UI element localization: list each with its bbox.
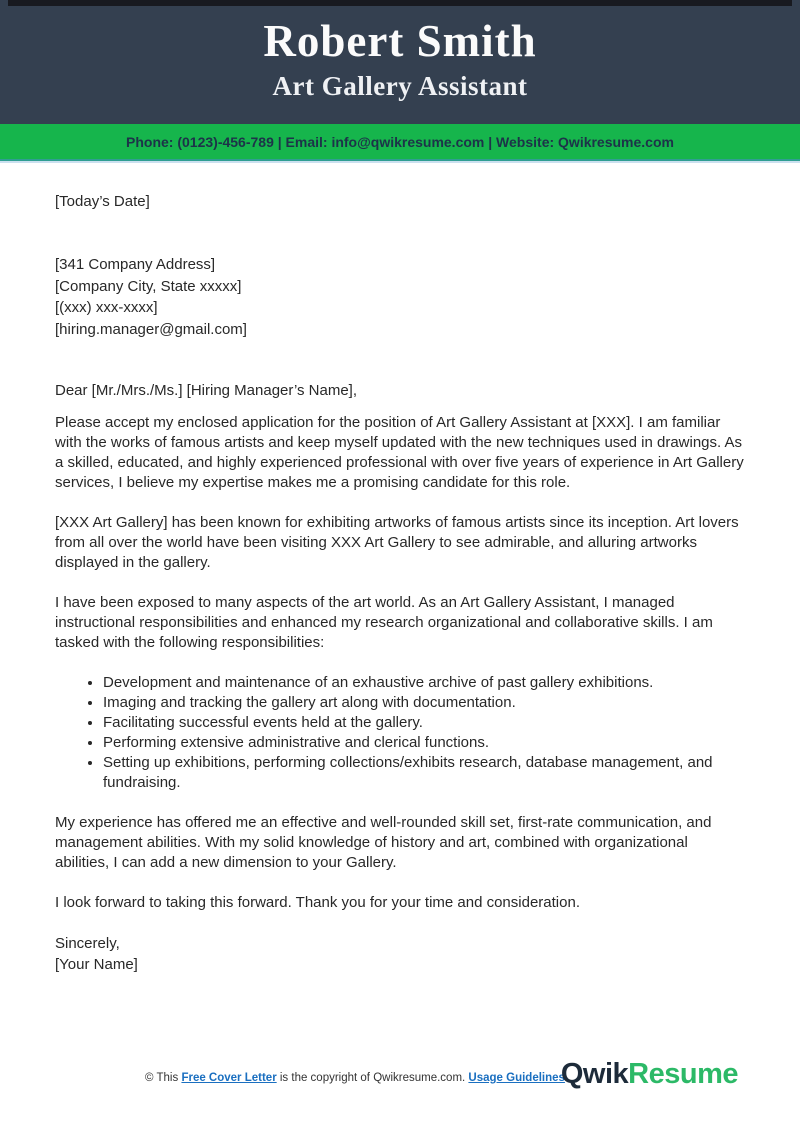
copyright-prefix: © This [145,1072,179,1084]
page-footer [0,1054,800,1110]
list-item-events: • Facilitating successful events held at the gallery. [103,713,745,733]
logo-text-resume: Resume [628,1058,738,1090]
copyright-middle: is the copyright of Qwikresume.com. [279,1072,466,1084]
usage-guidelines-link[interactable]: Usage Guidelines [468,1072,565,1084]
list-item-imaging: • Imaging and tracking the gallery art along with documentation. [103,693,745,713]
address-line-city-state: [Company City, State xxxxx] [55,277,242,295]
candidate-job-title: Art Gallery Assistant [272,71,528,101]
date-line: [Today’s Date] [55,193,150,210]
candidate-name: Robert Smith [263,16,537,66]
contact-info-line: Phone: (0123)-456-789 | Email: info@qwikresume.com | Website: Qwikresume.com [126,133,674,150]
responsibilities-list [55,673,745,793]
paragraph-experience: I have been exposed to many aspects of the art world. As an Art Gallery Assistant, I managed instructional responsibilities and enhanced my research organizational and collaborative skills. I am tasked with the following responsibilities: [55,594,713,651]
header-divider-line [0,161,800,163]
paragraph-application: Please accept my enclosed application for the position of Art Gallery Assistant at [XXX]. I am familiar with the works of famous artists and keep myself updated with the new techniques used in drawings. As a skilled, educated, and highly experienced professional with over five years of experience in Art Gallery services, I believe my expertise makes me a promising candidate for this role. [55,414,744,491]
address-line-phone: [(xxx) xxx-xxxx] [55,299,158,316]
list-item-archive: • Development and maintenance of an exhaustive archive of past gallery exhibitions. [103,673,745,693]
salutation: Dear [Mr./Mrs./Ms.] [Hiring Manager’s Name], [55,382,358,399]
signature-name: [Your Name] [55,956,138,973]
paragraph-skills: My experience has offered me an effective and well-rounded skill set, first-rate communication, and management abilities. With my solid knowledge of history and art, combined with organizational abilities, I can add a new dimension to your Gallery. [55,814,712,871]
company-address-block [55,254,745,340]
qwikresume-logo[interactable] [561,1058,738,1091]
contact-bar [0,124,800,161]
list-item-exhibitions: • Setting up exhibitions, performing collections/exhibits research, database management, and fundraising. [103,753,745,793]
address-line-street: [341 Company Address] [55,256,216,273]
address-line-email: [hiring.manager@gmail.com] [55,320,247,338]
paragraph-thanks: I look forward to taking this forward. Thank you for your time and consideration. [55,894,580,911]
signoff-sincerely: Sincerely, [55,935,120,952]
list-item-administrative: • Performing extensive administrative and clerical functions. [103,733,745,753]
letter-header [0,0,800,124]
paragraph-company-praise: [XXX Art Gallery] has been known for exhibiting artworks of famous artists since its inception. Art lovers from all over the world have been visiting XXX Art Gallery to see admirable, and alluring artworks displayed in the gallery. [55,514,739,571]
free-cover-letter-link[interactable]: Free Cover Letter [181,1072,277,1084]
logo-text-qwik: Qwik [560,1058,629,1090]
signoff-block [55,933,745,975]
top-border-strip [8,0,792,6]
letter-body [0,192,800,975]
